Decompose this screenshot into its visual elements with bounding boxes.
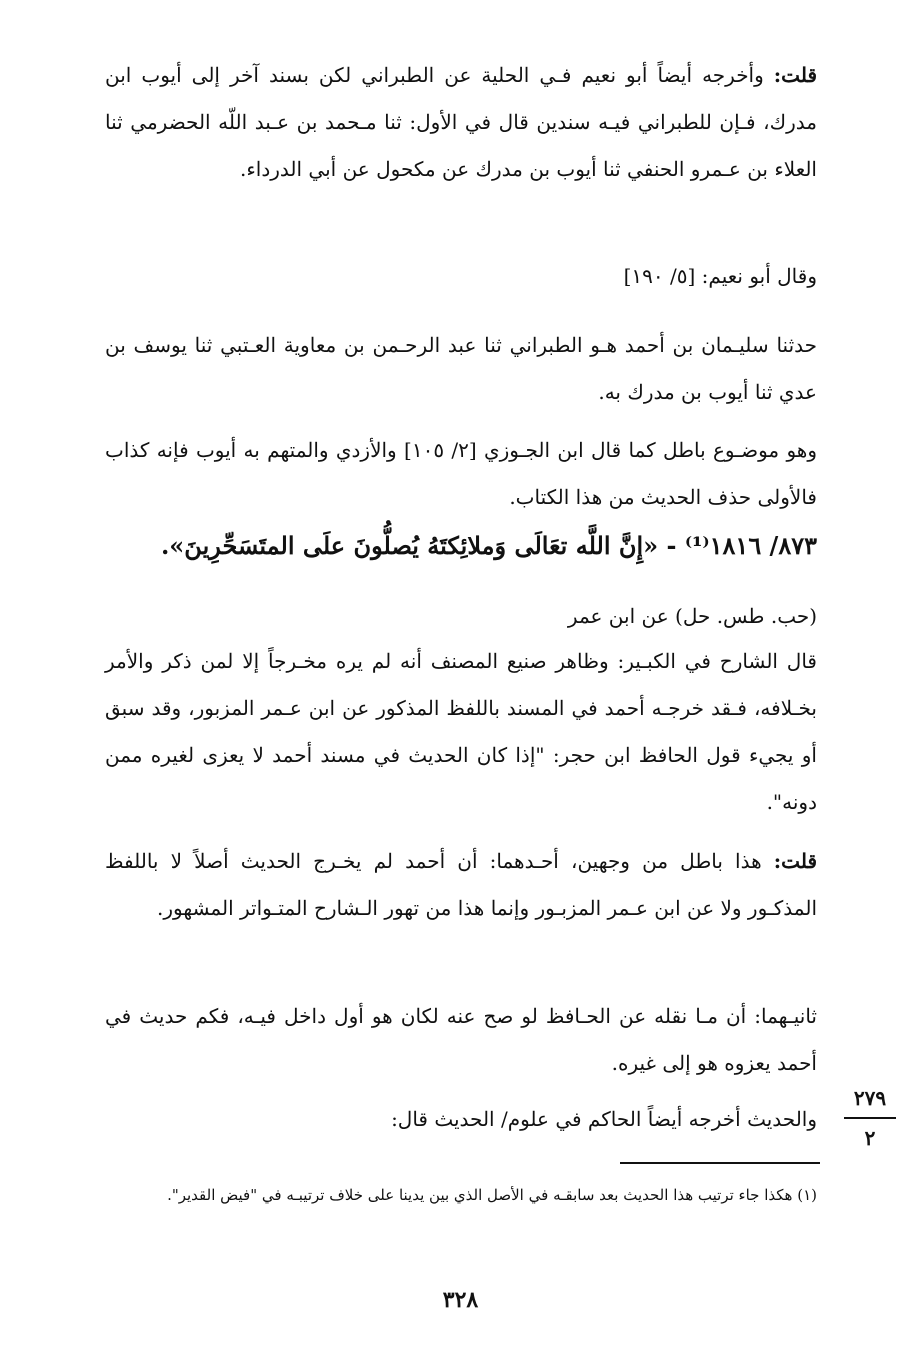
- paragraph-6-text: هذا باطل من وجهين، أحـدهما: أن أحمد لم يخـرج الحديث أصلاً لا باللفظ المذكـور ولا عن ابن عـمر المزبـور وإنما هذا من تهور الـشارح المتـواتر المشهور.: [105, 849, 817, 920]
- paragraph-6: [105, 838, 817, 932]
- footnote: (١) هكذا جاء ترتيب هذا الحديث بعد سابقـه في الأصل الذي بين يدينا على خلاف ترتيبـه في "فيض القدير".: [167, 1186, 817, 1204]
- page-number: ٣٢٨: [442, 1287, 479, 1313]
- paragraph-1-text: وأخرجه أيضاً أبو نعيم فـي الحلية عن الطبراني لكن بسند آخر إلى أيوب ابن مدرك، فـإن للطبراني فيـه سندين قال في الأول: ثنا مـحمد بن عـبد اللّه الحضرمي ثنا العلاء بن عـمرو الحنفي ثنا أيوب بن مدرك عن مكحول عن أبي الدرداء.: [105, 63, 817, 181]
- paragraph-7: ثانيـهما: أن مـا نقله عن الحـافظ لو صح عنه لكان هو أول داخل فيـه، فكم حديث في أحمد يعزوه هو إلى غيره.: [105, 1004, 817, 1075]
- paragraph-1: [105, 52, 817, 193]
- paragraph-5: قال الشارح في الكبـير: وظاهر صنيع المصنف أنه لم يره مخـرجاً إلا لمن ذكر والأمر بخـلافه، فـقد خرجـه أحمد في المسند باللفظ المذكور عن ابن عـمر المزبور، وقد سبق أو يجيء قول الحافظ ابن حجر: "إذا كان الحديث في مسند أحمد لا يعزى لغيره ممن دونه".: [105, 649, 817, 814]
- paragraph-4: وهو موضـوع باطل كما قال ابن الجـوزي [٢/ ١٠٥] والأزدي والمتهم به أيوب فإنه كذاب فالأولى حذف الحديث من هذا الكتاب.: [105, 438, 817, 509]
- paragraph-2: وقال أبو نعيم: [٥/ ١٩٠]: [623, 264, 817, 288]
- footnote-divider: [620, 1162, 820, 1164]
- paragraph-8: والحديث أخرجه أيضاً الحاكم في علوم/ الحديث قال:: [391, 1107, 817, 1131]
- paragraph-3: حدثنا سليـمان بن أحمد هـو الطبراني ثنا عبد الرحـمن بن معاوية العـتبي ثنا يوسف بن عدي ثنا أيوب بن مدرك به.: [105, 333, 817, 404]
- margin-reference-top: ٢٧٩: [853, 1086, 887, 1110]
- hadith-heading: ٨٧٣/ ١٨١٦⁽¹⁾ - «إِنَّ اللَّه تعَالَى وَملائِكتَهُ يُصلُّونَ علَى المتَسَحِّرِينَ».: [160, 531, 817, 560]
- paragraph-6-lead: قلت:: [773, 849, 817, 873]
- margin-reference-bottom: ٢: [864, 1126, 876, 1150]
- margin-reference-rule: [844, 1117, 896, 1119]
- paragraph-1-lead: قلت:: [773, 63, 817, 87]
- hadith-source: (حب. طس. حل) عن ابن عمر: [567, 604, 817, 628]
- margin-reference: [840, 1085, 900, 1151]
